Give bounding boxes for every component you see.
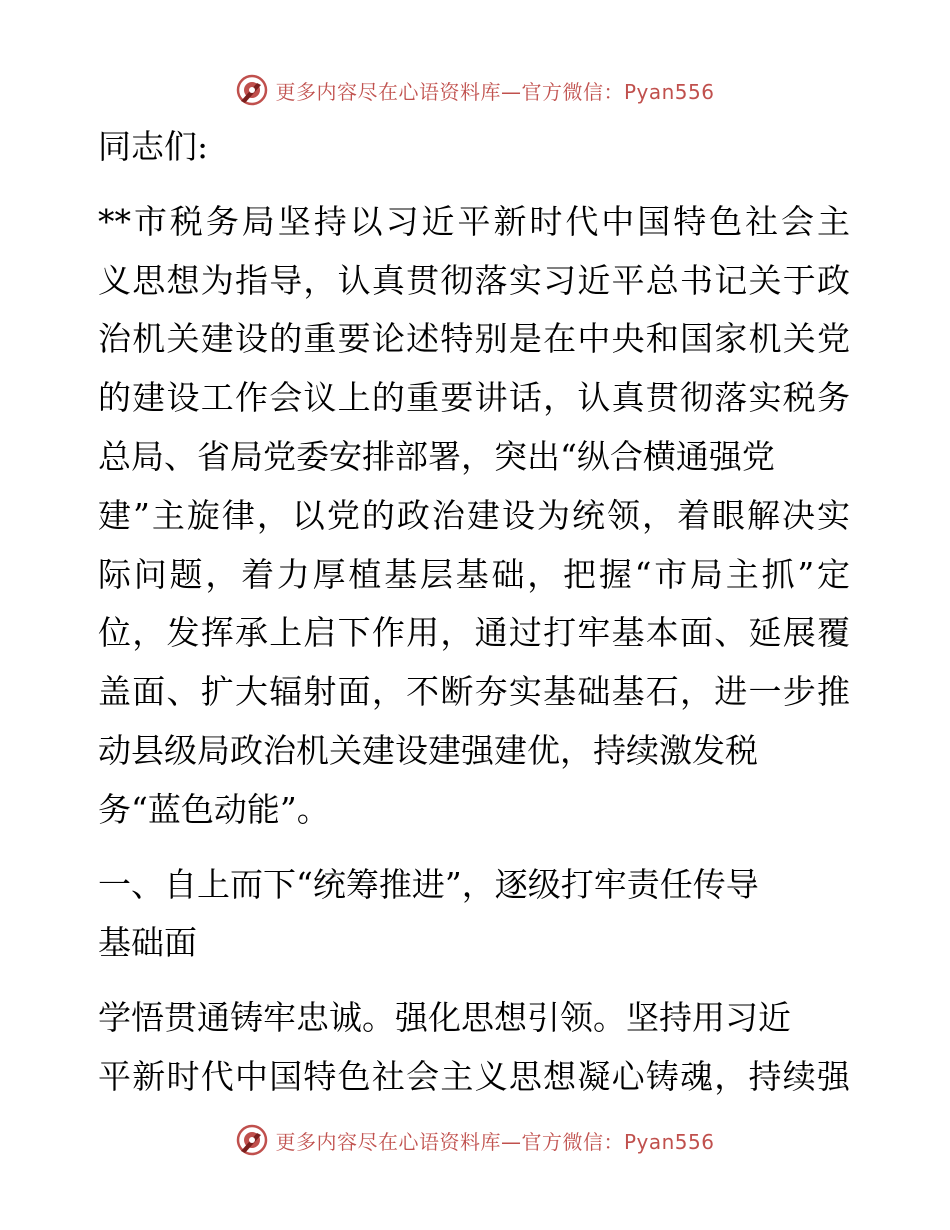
pen-logo-icon xyxy=(235,1123,269,1157)
footer-watermark-banner xyxy=(0,1120,950,1160)
heading-1 xyxy=(98,856,850,974)
heading-line: 一、自上而下“统筹推进”，逐级打牢责任传导 xyxy=(98,864,759,904)
header-watermark-banner xyxy=(0,70,950,110)
salutation: 同志们: xyxy=(98,127,209,166)
paragraph-line: 建”主旋律，以党的政治建设为统领，着眼解决实 xyxy=(98,495,850,535)
heading-line: 基础面 xyxy=(98,923,197,963)
paragraph-line: 动县级局政治机关建设建强建优，持续激发税 xyxy=(98,730,758,770)
paragraph-line: 义思想为指导，认真贯彻落实习近平总书记关于政 xyxy=(98,260,850,300)
document-body xyxy=(98,118,850,1107)
paragraph-line: 际问题，着力厚植基层基础，把握“市局主抓”定 xyxy=(98,554,850,594)
header-watermark-text: 更多内容尽在心语资料库—官方微信：Pyan556 xyxy=(275,79,715,104)
paragraph-2 xyxy=(98,989,850,1107)
pen-logo-icon xyxy=(235,73,269,107)
paragraph-line: 治机关建设的重要论述特别是在中央和国家机关党 xyxy=(98,319,850,359)
paragraph-line: 平新时代中国特色社会主义思想凝心铸魂，持续强 xyxy=(98,1056,850,1096)
paragraph-line: 学悟贯通铸牢忠诚。强化思想引领。坚持用习近 xyxy=(98,998,791,1038)
paragraph-1 xyxy=(98,193,850,840)
paragraph-line: 盖面、扩大辐射面，不断夯实基础基石，进一步推 xyxy=(98,672,850,712)
paragraph-line: 总局、省局党委安排部署，突出“纵合横通强党 xyxy=(98,436,775,476)
paragraph-line: **市税务局坚持以习近平新时代中国特色社会主 xyxy=(98,201,850,241)
paragraph-line: 位，发挥承上启下作用，通过打牢基本面、延展覆 xyxy=(98,613,850,653)
paragraph-line: 的建设工作会议上的重要讲话，认真贯彻落实税务 xyxy=(98,378,850,418)
paragraph-line: 务“蓝色动能”。 xyxy=(98,789,330,829)
footer-watermark-text: 更多内容尽在心语资料库—官方微信：Pyan556 xyxy=(275,1129,715,1154)
